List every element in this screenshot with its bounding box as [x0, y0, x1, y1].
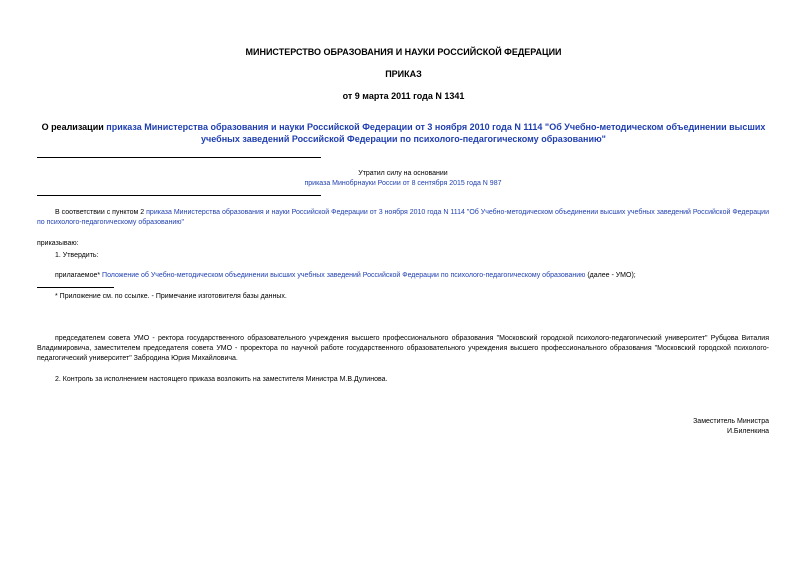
attached-line — [55, 271, 636, 281]
attached-prefix: прилагаемое* — [55, 272, 103, 279]
footnote-text: * Приложение см. по ссылке. - Примечание изготовителя базы данных. — [55, 293, 287, 300]
status-note — [228, 169, 578, 189]
doc-date-number: от 9 марта 2011 года N 1341 — [342, 91, 465, 101]
doc-type-heading: ПРИКАЗ — [385, 69, 422, 79]
doc-title — [30, 121, 777, 145]
footnote-rule — [37, 287, 114, 288]
basis-prefix: В соответствии с пунктом 2 — [55, 209, 147, 216]
status-link[interactable]: приказа Минобрнауки России от 8 сентября 2015 года N 987 — [304, 180, 502, 187]
attached-link[interactable]: Положение об Учебно-методическом объединении высших учебных заведений Российской Федерации по психолого-педагогическому образованию — [102, 272, 586, 279]
ministry-heading: МИНИСТЕРСТВО ОБРАЗОВАНИЯ И НАУКИ РОССИЙСКОЙ ФЕДЕРАЦИИ — [245, 47, 562, 57]
attached-suffix: (далее - УМО); — [585, 272, 636, 279]
item-1: 1. Утвердить: — [55, 252, 99, 259]
chair-text: председателем совета УМО - ректора государственного образовательного учреждения высшего профессионального образования "Московский городской психолого-педагогический университет" Рубцова Виталия Владимировича, заместителем председателя совета УМО - проректора по научной работе государственного образовательного учреждения высшего профессионального образования "Московский городской психолого-педагогический университет" Забродина Юрия Михайловича. — [37, 335, 769, 362]
basis-paragraph — [37, 208, 769, 228]
order-word: приказываю: — [37, 240, 79, 247]
signature-position: Заместитель Министра — [693, 418, 769, 425]
separator-rule — [37, 195, 321, 196]
item-2: 2. Контроль за исполнением настоящего приказа возложить на заместителя Министра М.В.Дулинова. — [55, 376, 388, 383]
doc-title-link[interactable]: приказа Министерства образования и науки Российской Федерации от 3 ноября 2010 года N 1114 "Об Учебно-методическом объединении высших учебных заведений Российской Федерации по психолого-педагогическому образованию" — [106, 122, 766, 144]
basis-link[interactable]: приказа Министерства образования и науки Российской Федерации от 3 ноября 2010 года N 1114 "Об Учебно-методическом объединении высших учебных заведений Российской Федерации по психолого-педагогическому образованию" — [37, 209, 769, 226]
separator-rule — [37, 157, 321, 158]
status-line: Утратил силу на основании — [358, 170, 448, 177]
signature-name: И.Биленкина — [726, 428, 769, 435]
doc-title-prefix: О реализации — [41, 122, 107, 132]
chair-paragraph — [37, 334, 769, 364]
signature-block — [693, 417, 769, 437]
